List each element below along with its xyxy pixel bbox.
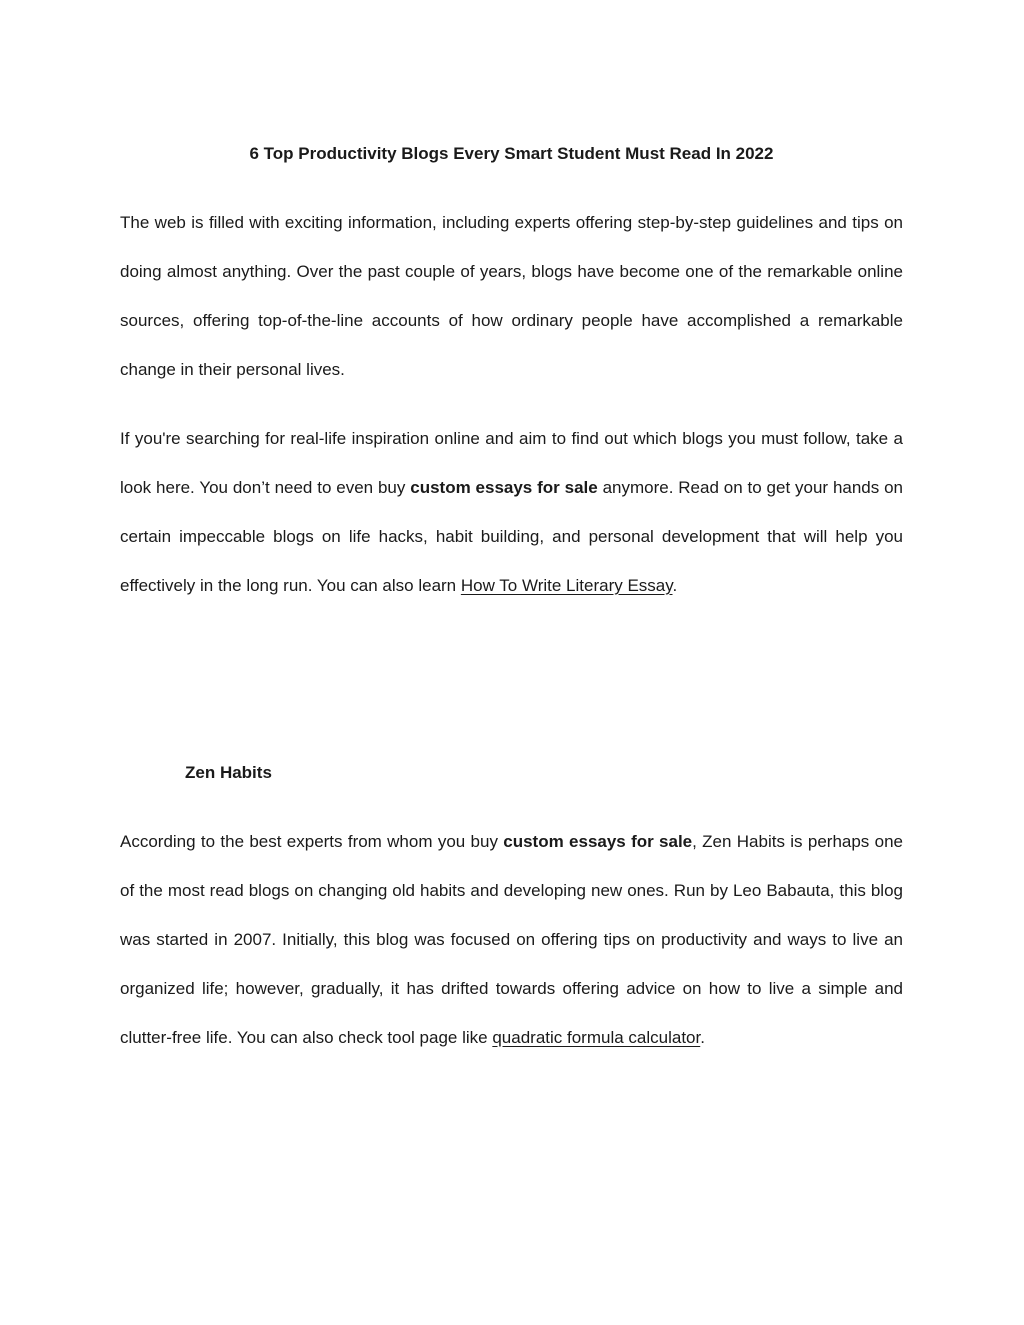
intro-paragraph: The web is filled with exciting information, including experts offering step-by-step guidelines and tips on doing almost anything. Over the past couple of years, blogs have become one of the remarkable online sources, offering top-of-the-line accounts of how ordinary people have accomplished a remarkable change in their personal lives.: [120, 213, 903, 379]
paragraph-text: According to the best experts from whom you buy: [120, 832, 504, 851]
paragraph-text: anymore. Read on to get your hands on certain impeccable blogs on life hacks, habit building, and personal development that will help you effectively in the long run. You can also learn: [120, 478, 904, 595]
paragraph-text: .: [672, 576, 678, 595]
bold-phrase: custom essays for sale: [503, 832, 693, 851]
quadratic-calculator-link[interactable]: quadratic formula calculator: [492, 1028, 701, 1047]
literary-essay-link[interactable]: How To Write Literary Essay: [460, 576, 673, 595]
document-title: 6 Top Productivity Blogs Every Smart Student Must Read In 2022: [249, 144, 774, 163]
section-heading: Zen Habits: [185, 763, 272, 782]
second-paragraph: [120, 414, 903, 610]
paragraph-text: .: [700, 1028, 705, 1047]
paragraph-text: , Zen Habits is perhaps one of the most read blogs on changing old habits and developing new ones. Run by Leo Babauta, this blog was started in 2007. Initially, this blog was focused on offering tips on productivity and ways to live an organized life; however, gradually, it has drifted towards offering advice on how to live a simple and clutter-free life. You can also check tool page like: [120, 832, 903, 1047]
third-paragraph: [120, 817, 903, 1062]
paragraph-text: If you're searching for real-life inspiration online and aim to find out which blogs you must follow, take a look here. You don’t need to even buy: [120, 429, 903, 497]
bold-phrase: custom essays for sale: [410, 478, 598, 497]
